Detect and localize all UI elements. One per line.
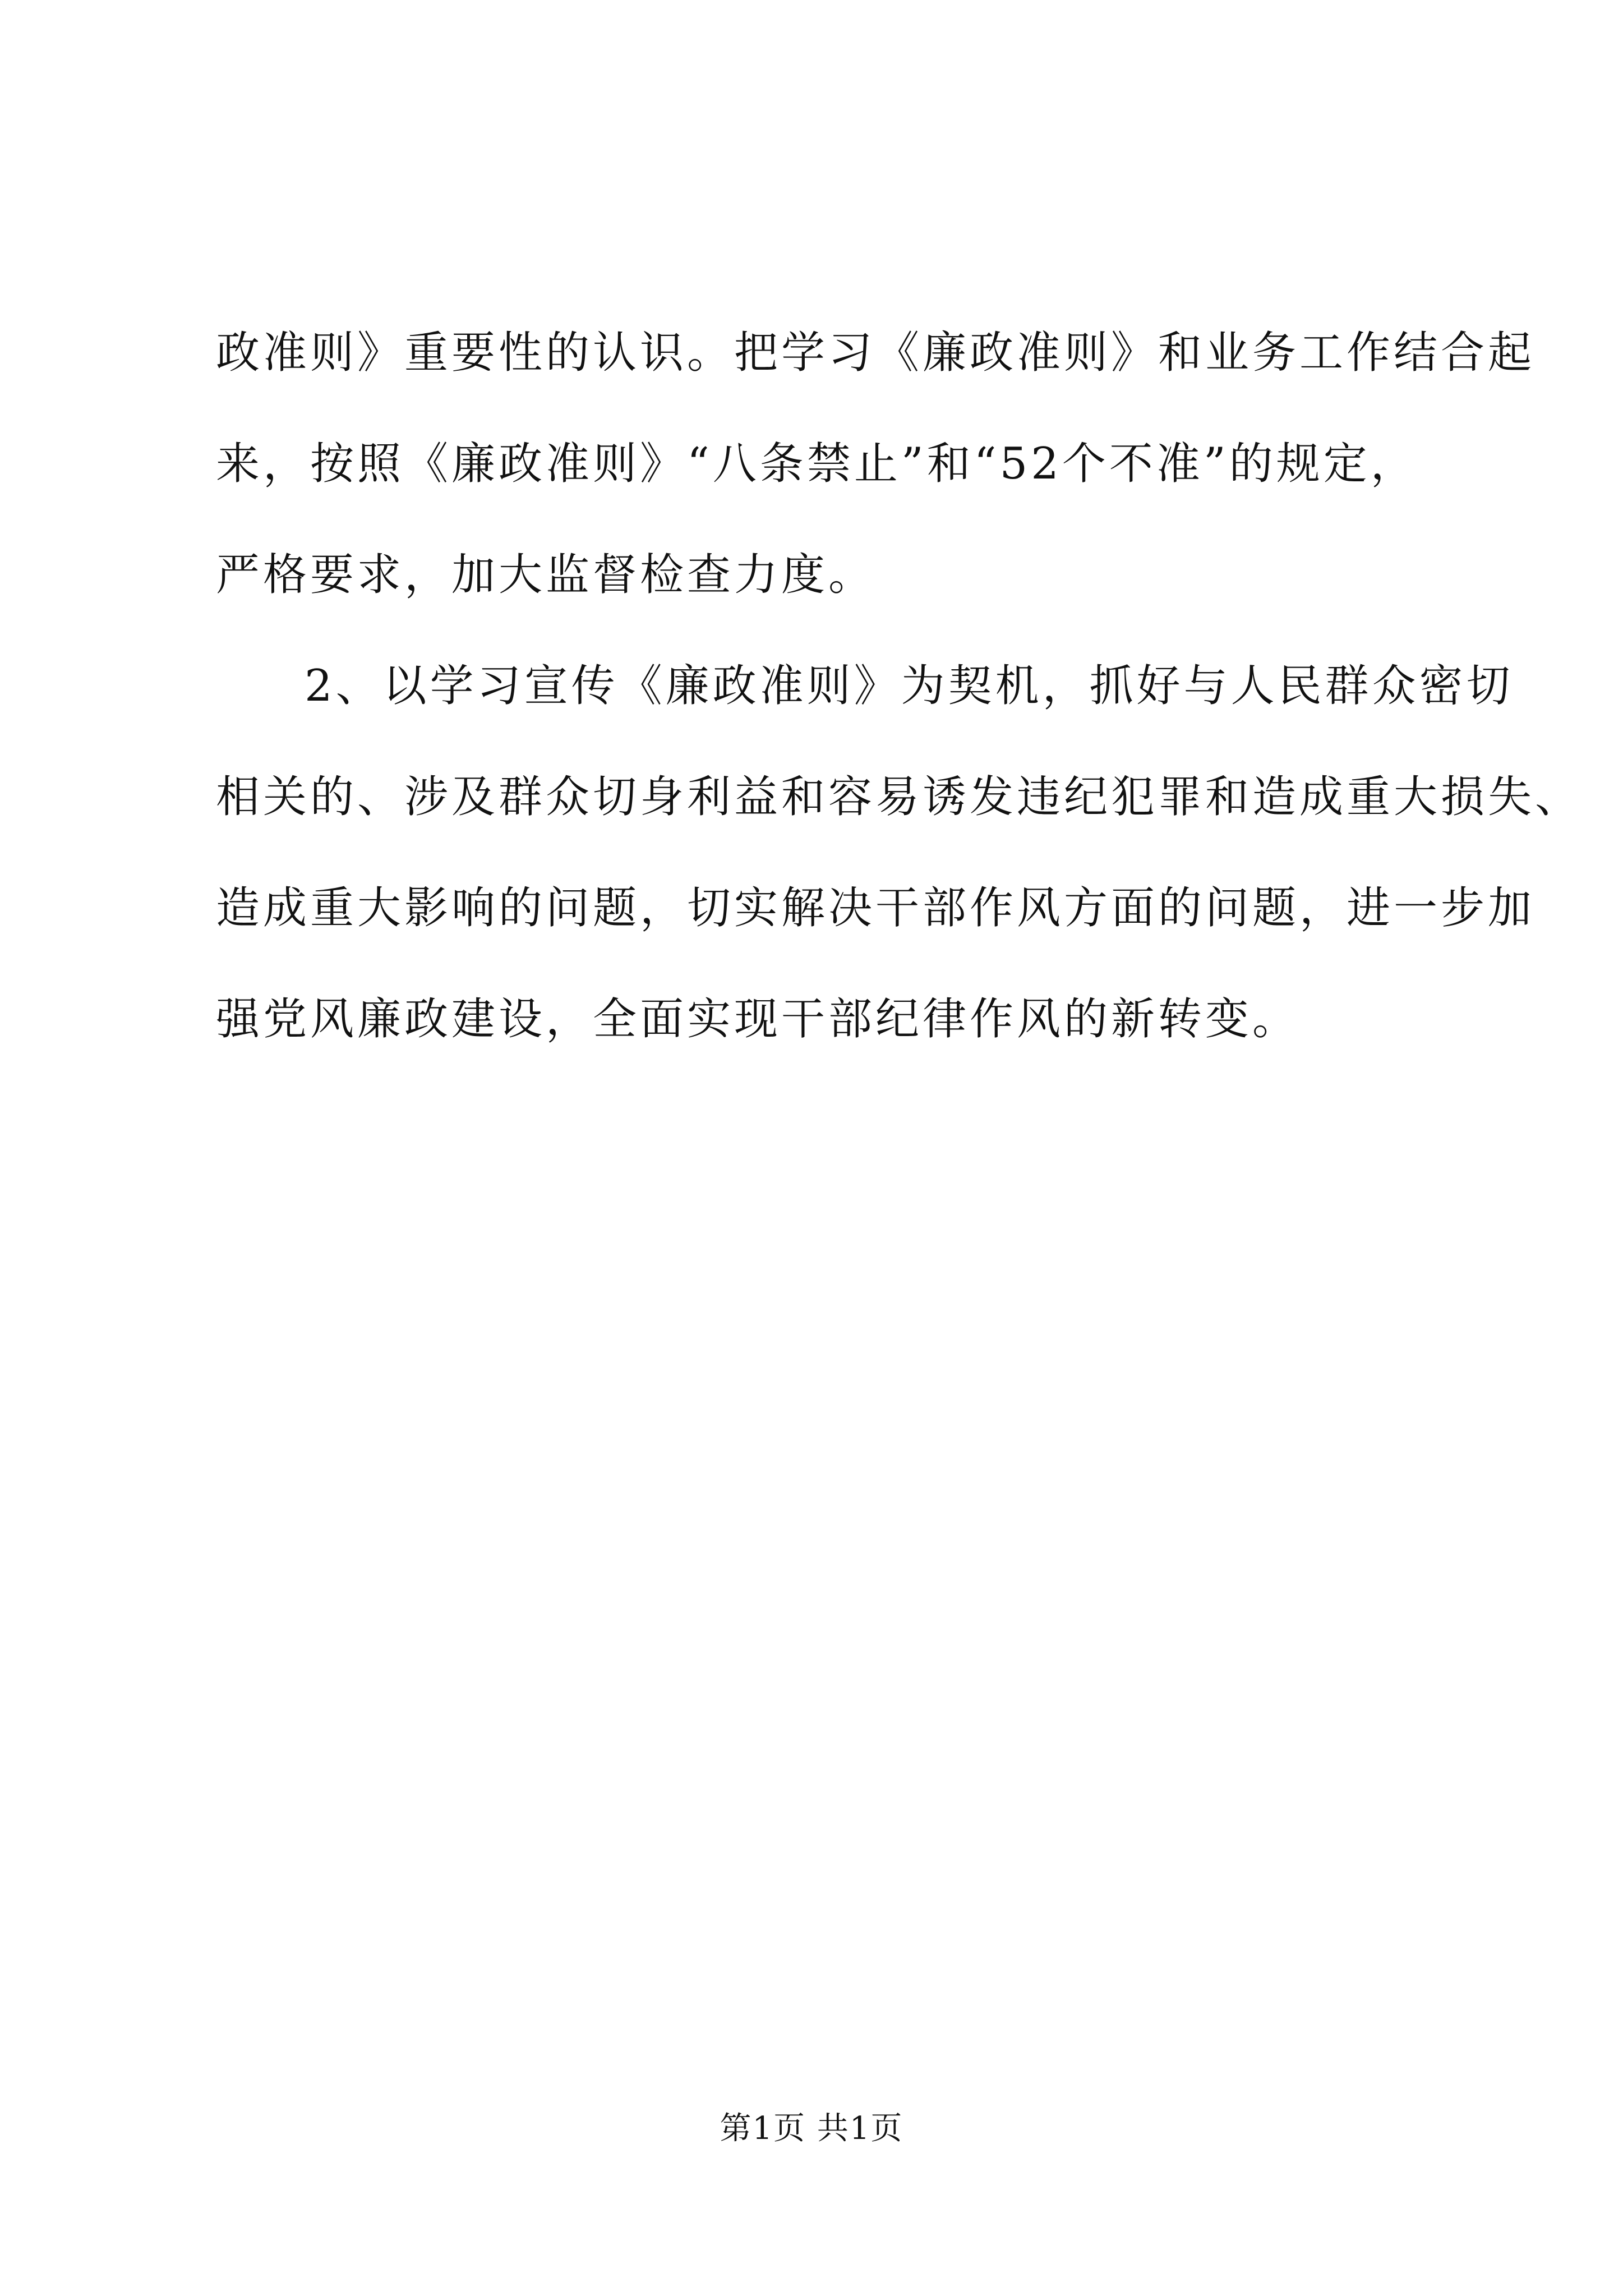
text-line: 强党风廉政建设，全面实现干部纪律作风的新转变。 [216,994,1300,1045]
paragraph-item-2 [216,631,1583,1075]
paragraph-continuation [216,297,1536,631]
text-line: 2、以学习宣传《廉政准则》为契机，抓好与人民群众密切 [305,661,1514,711]
text-line: 政准则》重要性的认识。把学习《廉政准则》和业务工作结合起 [216,328,1536,378]
text-line: 来，按照《廉政准则》“八条禁止”和“52个不准”的规定， [216,439,1418,489]
document-body [216,297,1583,1075]
text-line: 严格要求，加大监督检查力度。 [216,550,876,600]
text-line: 相关的、涉及群众切身利益和容易诱发违纪犯罪和造成重大损失、 [216,772,1583,822]
text-line: 造成重大影响的问题，切实解决干部作风方面的问题，进一步加 [216,883,1536,933]
page-footer: 第1页 共1页 [720,2110,903,2147]
